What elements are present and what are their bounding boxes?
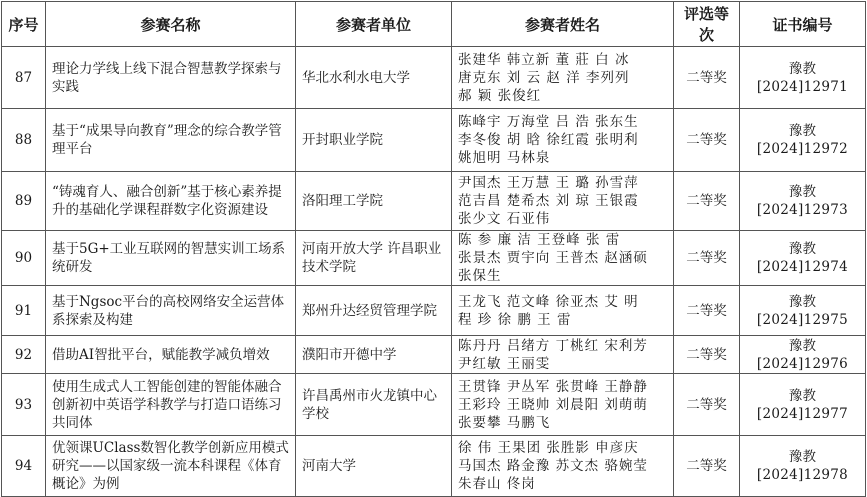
entry-names [452,231,674,286]
entry-title: 借助AI智批平台，赋能教学减负增效 [46,336,296,374]
entry-names [452,436,674,497]
name-line: 尹国杰 王万慧 王 璐 孙雪萍 [458,175,639,191]
entry-cert: 豫教[2024]12971 [740,47,866,109]
table-row [2,336,866,374]
entry-unit: 河南大学 [296,436,452,497]
entry-names [452,172,674,231]
entry-award: 二等奖 [674,374,740,436]
header-row [2,2,866,47]
header-names: 参赛者姓名 [452,2,674,47]
entry-title: 基于“成果导向教育”理念的综合教学管理平台 [46,109,296,172]
name-line: 程 珍 徐 鹏 王 雷 [458,311,572,328]
name-line: 范吉昌 楚希杰 刘 琼 王银霞 [458,193,639,209]
name-line: 尹红敏 王丽雯 [458,355,551,372]
entry-unit: 河南开放大学 许昌职业技术学院 [296,231,452,286]
entry-title: 使用生成式人工智能创建的智能体融合创新初中英语学科教学与打造口语练习共同体 [46,374,296,436]
entry-award: 二等奖 [674,336,740,374]
table-row [2,109,866,172]
row-number: 90 [2,231,46,286]
name-line: 陈 参 廉 洁 王登峰 张 雷 [458,232,621,248]
entry-award: 二等奖 [674,47,740,109]
name-line: 张保生 [458,268,502,284]
entry-title: 理论力学线上线下混合智慧教学探索与实践 [46,47,296,109]
entry-award: 二等奖 [674,231,740,286]
entry-names [452,109,674,172]
entry-unit: 濮阳市开德中学 [296,336,452,374]
entry-unit: 郑州升达经贸管理学院 [296,286,452,336]
entry-award: 二等奖 [674,172,740,231]
name-line: 张景杰 贾宇向 王普杰 赵涵硕 [458,250,648,266]
entry-cert: 豫教[2024]12974 [740,231,866,286]
entry-cert: 豫教[2024]12975 [740,286,866,336]
name-line: 王贯锋 尹丛军 张贯峰 王静静 [458,378,648,395]
entry-cert: 豫教[2024]12977 [740,374,866,436]
row-number: 93 [2,374,46,436]
header-cert: 证书编号 [740,2,866,47]
header-award: 评选等次 [674,2,740,47]
entry-title: “铸魂育人、融合创新”基于核心素养提升的基础化学课程群数字化资源建设 [46,172,296,231]
header-unit: 参赛者单位 [296,2,452,47]
entry-names [452,374,674,436]
entry-names [452,336,674,374]
table-row [2,47,866,109]
entry-title: 基于Ngsoc平台的高校网络安全运营体系探索及构建 [46,286,296,336]
entry-names [452,47,674,109]
name-line: 张要攀 马鹏飞 [458,414,551,431]
row-number: 94 [2,436,46,497]
table-row [2,374,866,436]
header-title: 参赛名称 [46,2,296,47]
entry-unit: 华北水利水电大学 [296,47,452,109]
table-row [2,436,866,497]
name-line: 唐克东 刘 云 赵 洋 李列列 [458,69,630,86]
name-line: 李冬俊 胡 晗 徐红霞 张明利 [458,132,639,148]
name-line: 马国杰 路金豫 苏文杰 骆婉莹 [458,458,648,474]
awards-table [1,1,866,497]
entry-names [452,286,674,336]
name-line: 朱春山 佟岗 [458,476,536,492]
name-line: 徐 伟 王果团 张胜影 申彦庆 [458,440,639,456]
row-number: 92 [2,336,46,374]
row-number: 87 [2,47,46,109]
entry-cert: 豫教[2024]12976 [740,336,866,374]
table-row [2,172,866,231]
table-row [2,286,866,336]
entry-title: 优领课UClass数智化教学创新应用模式研究——以国家级一流本科课程《体育概论》为例 [46,436,296,497]
entry-cert: 豫教[2024]12973 [740,172,866,231]
entry-unit: 开封职业学院 [296,109,452,172]
row-number: 89 [2,172,46,231]
row-number: 91 [2,286,46,336]
name-line: 郝 颖 张俊红 [458,87,542,104]
entry-award: 二等奖 [674,286,740,336]
entry-award: 二等奖 [674,109,740,172]
name-line: 陈峰宇 万海堂 吕 浩 张东生 [458,114,639,130]
entry-unit: 洛阳理工学院 [296,172,452,231]
name-line: 张少文 石亚伟 [458,211,551,227]
name-line: 姚旭明 马林泉 [458,150,551,166]
name-line: 陈丹丹 吕绪方 丁桃红 宋利芳 [458,337,648,354]
name-line: 王彩玲 王晓帅 刘晨阳 刘萌萌 [458,396,648,413]
row-number: 88 [2,109,46,172]
entry-cert: 豫教[2024]12978 [740,436,866,497]
table-row [2,231,866,286]
name-line: 张建华 韩立新 董 莊 白 冰 [458,51,630,68]
entry-title: 基于5G+工业互联网的智慧实训工场系统研发 [46,231,296,286]
entry-award: 二等奖 [674,436,740,497]
entry-cert: 豫教[2024]12972 [740,109,866,172]
header-no: 序号 [2,2,46,47]
name-line: 王龙飞 范文峰 徐亚杰 艾 明 [458,293,639,310]
entry-unit: 许昌禹州市火龙镇中心学校 [296,374,452,436]
